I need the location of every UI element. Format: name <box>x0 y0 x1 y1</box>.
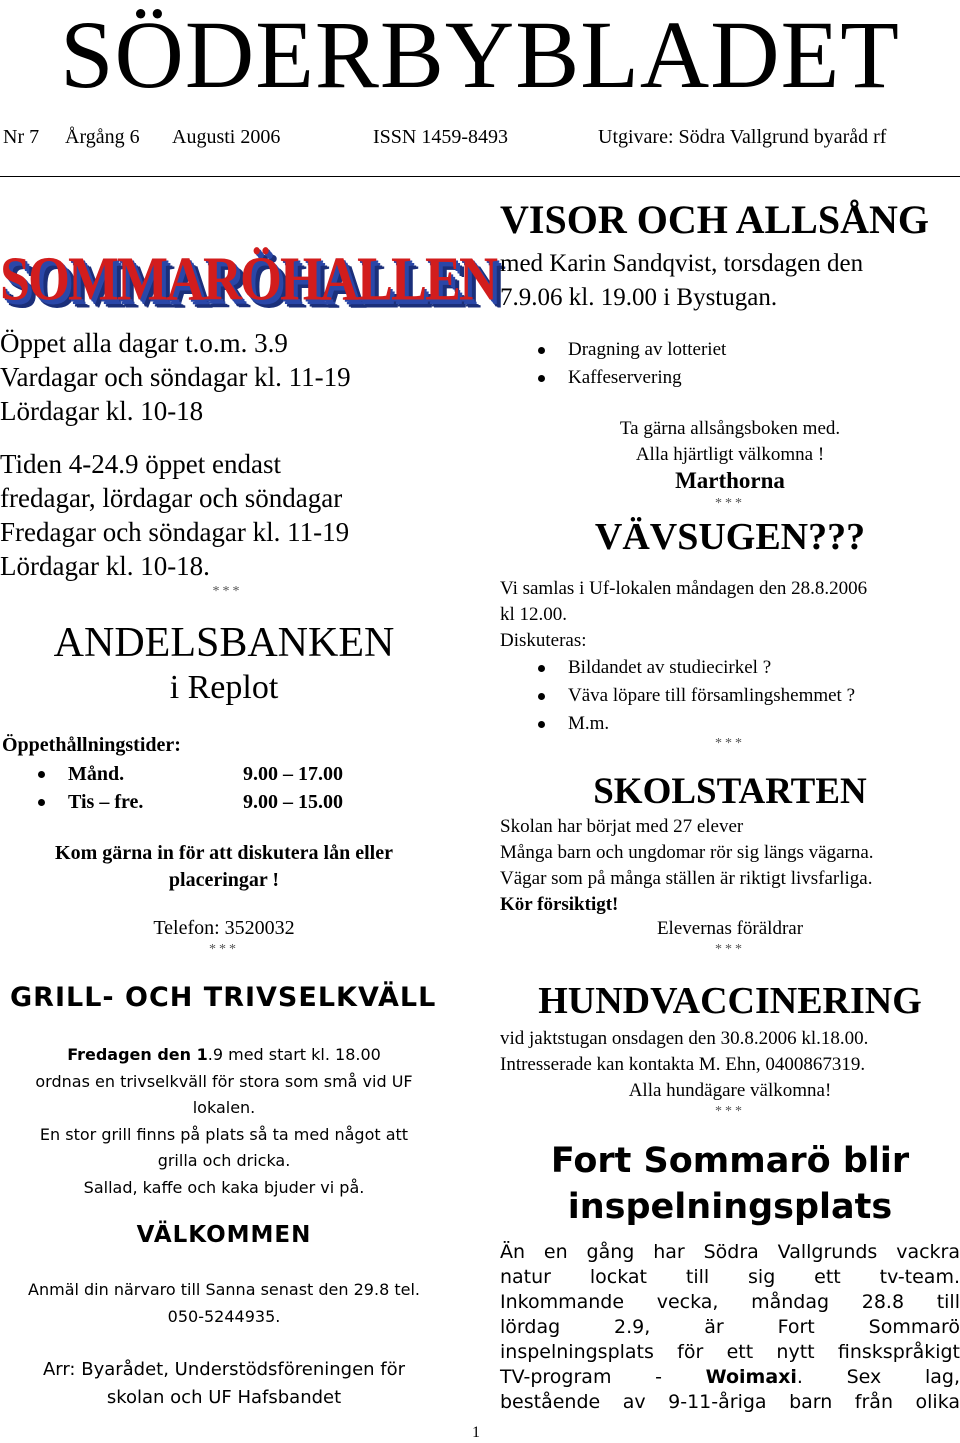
issue-info-bar <box>0 126 960 154</box>
hours-label: Öppethållningstider: <box>2 734 181 756</box>
skolstarten-body <box>500 814 960 918</box>
sommarohallen-line: Fredagar och söndagar kl. 11-19 <box>0 517 350 547</box>
grill-title: GRILL- OCH TRIVSELKVÄLL <box>10 982 437 1013</box>
issn: ISSN 1459-8493 <box>373 126 509 148</box>
bank-hours-day: Tis – fre. <box>68 791 144 813</box>
vavsugen-discuss: Diskuteras: <box>500 630 587 651</box>
andelsbanken-subtitle: i Replot <box>169 669 279 706</box>
fortsommaro-title-line: Fort Sommarö blir <box>550 1141 910 1181</box>
sommarohallen-line: Tiden 4-24.9 öppet endast <box>0 449 281 479</box>
fortsommaro-line: natur lockat till sig ett tv-team. <box>500 1266 960 1288</box>
separator-stars: *** <box>715 1104 745 1119</box>
bank-invite-line: Kom gärna in för att diskutera lån eller <box>55 842 393 864</box>
grill-organizers <box>0 1356 448 1412</box>
bank-invite-line: placeringar ! <box>168 869 280 891</box>
visor-note: Ta gärna allsångsboken med. <box>619 418 841 439</box>
visor-notes <box>500 416 960 468</box>
bank-hours-list <box>32 760 432 816</box>
grill-signup-line: Anmäl din närvaro till Sanna senast den 29.8 tel. <box>28 1280 420 1299</box>
vavsugen-bullet: M.m. <box>532 710 952 738</box>
visor-note: Alla hjärtligt välkomna ! <box>635 444 825 465</box>
grill-line: ordnas en trivselkväll för stora som små vid UF <box>35 1071 413 1091</box>
bank-hours-time: 9.00 – 15.00 <box>243 791 343 813</box>
masthead-title: SÖDERBYBLADET <box>60 1 900 108</box>
hundvaccinering-body <box>500 1026 960 1104</box>
fortsommaro-line: Inkommande vecka, måndag 28.8 till <box>500 1291 960 1313</box>
fortsommaro-program-name: Woimaxi <box>705 1366 797 1388</box>
visor-intro-line: 7.9.06 kl. 19.00 i Bystugan. <box>500 284 778 311</box>
bank-hours-item <box>32 788 432 816</box>
hundvaccinering-line: Intresserade kan kontakta M. Ehn, 0400867319. <box>500 1054 866 1075</box>
bank-hours-day: Månd. <box>68 763 125 785</box>
separator-stars: *** <box>715 496 745 511</box>
andelsbanken-title: ANDELSBANKEN <box>53 620 395 666</box>
visor-intro-line: med Karin Sandqvist, torsdagen den <box>500 250 864 277</box>
fortsommaro-title-line: inspelningsplats <box>567 1187 893 1227</box>
fortsommaro-line: lördag 2.9, är Fort Sommarö <box>500 1316 960 1338</box>
grill-welcome: VÄLKOMMEN <box>136 1222 312 1248</box>
grill-signup <box>0 1277 448 1330</box>
bank-phone: Telefon: 3520032 <box>153 917 295 939</box>
bank-hours-item <box>32 760 432 788</box>
separator-stars: *** <box>212 584 243 599</box>
vavsugen-title: VÄVSUGEN??? <box>594 516 866 558</box>
fortsommaro-body <box>500 1240 960 1415</box>
fortsommaro-line6-post: . Sex lag, <box>796 1366 960 1388</box>
skolstarten-line: Skolan har börjat med 27 elever <box>500 816 744 837</box>
sommarohallen-logo-text: SOMMARÖHALLEN <box>0 244 497 314</box>
fortsommaro-line6-pre: TV-program - <box>500 1366 706 1388</box>
separator-stars: *** <box>715 942 745 957</box>
vavsugen-line: kl 12.00. <box>500 604 568 625</box>
sommarohallen-line: Öppet alla dagar t.o.m. 3.9 <box>0 328 288 358</box>
grill-line: grilla och dricka. <box>157 1151 291 1170</box>
hundvaccinering-line: Alla hundägare välkomna! <box>628 1080 832 1101</box>
grill-signup-line: 050-5244935. <box>167 1306 281 1326</box>
sommarohallen-line: fredagar, lördagar och söndagar <box>0 483 343 513</box>
separator-stars: *** <box>715 736 745 751</box>
sommarohallen-line: Vardagar och söndagar kl. 11-19 <box>0 362 351 392</box>
visor-bullet: Dragning av lotteriet <box>532 336 952 364</box>
vavsugen-bullet: Väva löpare till församlingshemmet ? <box>532 682 952 710</box>
vavsugen-bullet: Bildandet av studiecirkel ? <box>532 654 952 682</box>
grill-line: Sallad, kaffe och kaka bjuder vi på. <box>83 1177 365 1197</box>
fortsommaro-line <box>500 1365 960 1390</box>
skolstarten-warning: Kör försiktigt! <box>500 894 619 915</box>
fortsommaro-line: inspelningsplats för ett nytt finskspråkigt <box>500 1341 960 1363</box>
hundvaccinering-title: HUNDVACCINERING <box>538 980 922 1022</box>
header-rule <box>0 176 960 177</box>
fortsommaro-line: bestående av 9-11-åriga barn från olika <box>500 1391 960 1413</box>
visor-bullet: Kaffeservering <box>532 364 952 392</box>
skolstarten-signature: Elevernas föräldrar <box>656 918 804 939</box>
vavsugen-body <box>500 576 960 654</box>
grill-date-bold: Fredagen den 1 <box>67 1045 208 1064</box>
fortsommaro-line: Än en gång har Södra Vallgrunds vackra <box>500 1241 960 1263</box>
sommarohallen-logo <box>0 205 497 314</box>
vavsugen-bullets <box>532 654 952 738</box>
separator-stars: *** <box>209 942 239 957</box>
sommarohallen-hours <box>0 326 455 583</box>
skolstarten-line: Många barn och ungdomar rör sig längs vägarna. <box>500 842 874 863</box>
visor-bullets <box>532 336 952 392</box>
sommarohallen-line: Lördagar kl. 10-18 <box>0 396 204 426</box>
grill-org-line: skolan och UF Hafsbandet <box>106 1387 342 1408</box>
vavsugen-line: Vi samlas i Uf-lokalen måndagen den 28.8.2006 <box>500 578 868 599</box>
visor-signature: Marthorna <box>675 468 785 493</box>
grill-date <box>0 1042 448 1069</box>
page-number: 1 <box>472 1424 480 1441</box>
fortsommaro-title <box>500 1138 960 1230</box>
visor-intro <box>500 247 960 315</box>
bank-hours-time: 9.00 – 17.00 <box>243 763 343 785</box>
visor-title: VISOR OCH ALLSÅNG <box>500 197 929 242</box>
issue-date: Augusti 2006 <box>172 126 281 148</box>
sommarohallen-line: Lördagar kl. 10-18. <box>0 551 210 581</box>
hundvaccinering-line: vid jaktstugan onsdagen den 30.8.2006 kl.18.00. <box>500 1028 869 1049</box>
grill-date-rest: .9 med start kl. 18.00 <box>207 1045 381 1064</box>
grill-org-line: Arr: Byarådet, Understödsföreningen för <box>42 1359 406 1380</box>
skolstarten-title: SKOLSTARTEN <box>593 771 867 812</box>
issue-number: Nr 7 <box>3 126 40 148</box>
grill-line: lokalen. <box>192 1098 256 1117</box>
grill-line: En stor grill finns på plats så ta med något att <box>39 1124 409 1144</box>
publisher: Utgivare: Södra Vallgrund byaråd rf <box>598 126 887 148</box>
skolstarten-line: Vägar som på många ställen är riktigt livsfarliga. <box>500 868 873 889</box>
bank-invite <box>0 840 448 894</box>
volume: Årgång 6 <box>65 126 140 148</box>
grill-body <box>0 1042 448 1201</box>
